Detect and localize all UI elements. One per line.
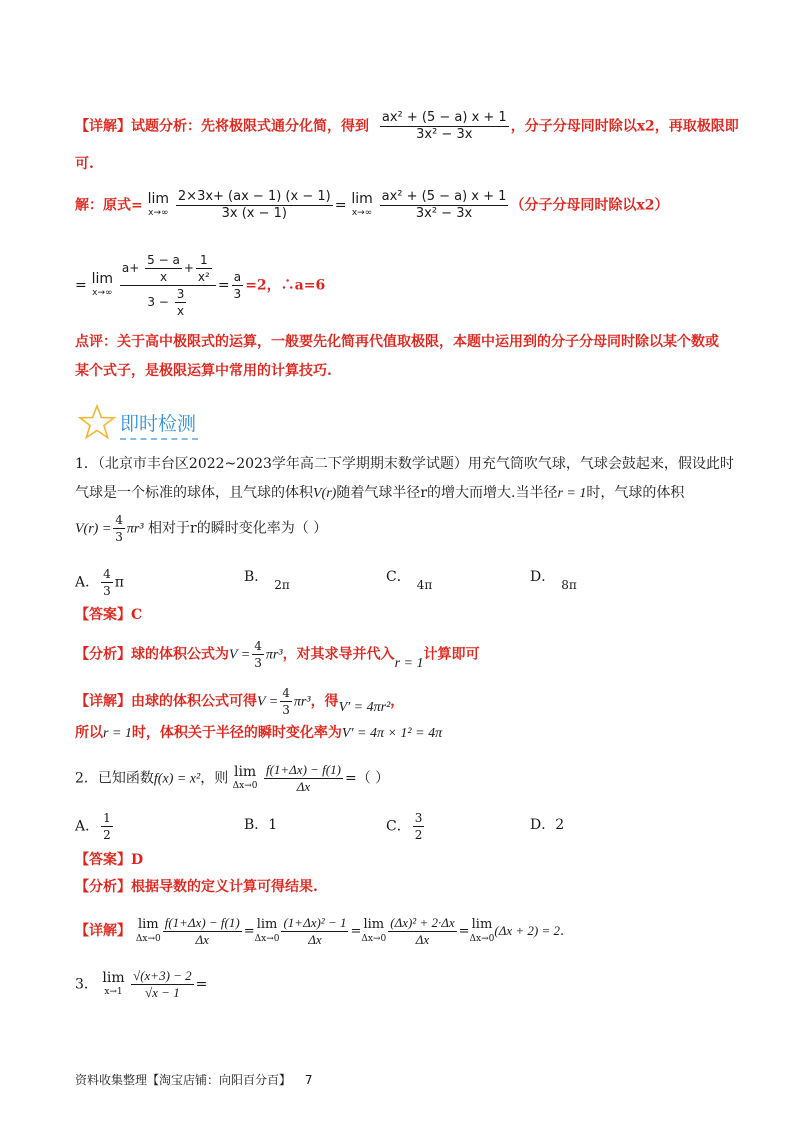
q2-detail bbox=[75, 915, 564, 948]
numerator: f(1+Δx) − f(1) bbox=[164, 915, 240, 930]
fraction bbox=[280, 685, 292, 718]
lim-text: lim bbox=[137, 916, 159, 932]
lim-sub: Δx→0 bbox=[254, 933, 280, 944]
text: ，则 bbox=[200, 770, 229, 787]
plus: + bbox=[183, 261, 194, 275]
solution-prefix: 解：原式= bbox=[75, 197, 143, 214]
numerator: 4 bbox=[282, 686, 290, 700]
denominator: 3 bbox=[282, 703, 290, 717]
fraction-3 bbox=[388, 915, 456, 948]
limit bbox=[233, 765, 258, 793]
q1-option-b[interactable] bbox=[244, 566, 290, 592]
comment-line-2: 某个式子，是极限运算中常用的计算技巧. bbox=[75, 363, 332, 379]
fraction bbox=[113, 512, 125, 545]
math-v: V(r) bbox=[313, 486, 337, 501]
numerator: 3 bbox=[414, 811, 423, 825]
option-value: 1 bbox=[268, 817, 278, 833]
limit-1 bbox=[136, 918, 161, 946]
fraction bbox=[264, 762, 343, 795]
lim-text: lim bbox=[351, 190, 373, 207]
detail-tag: 【详解】 bbox=[75, 923, 131, 939]
equals: = bbox=[75, 277, 87, 294]
q1-analysis bbox=[75, 638, 479, 671]
fraction bbox=[101, 566, 113, 599]
solution-note: （分子分母同时除以x2） bbox=[510, 197, 669, 214]
q2-option-c[interactable] bbox=[386, 810, 426, 843]
denominator: Δx bbox=[296, 779, 311, 794]
term: a+ bbox=[121, 261, 140, 275]
numerator: f(1+Δx) − f(1) bbox=[265, 762, 341, 777]
denominator: 2 bbox=[103, 828, 111, 842]
fraction bbox=[101, 810, 113, 843]
q2-option-a[interactable] bbox=[75, 810, 115, 843]
math-r: r = 1 bbox=[103, 726, 132, 741]
pi: π bbox=[114, 574, 124, 591]
limit-2 bbox=[255, 918, 280, 946]
q1-option-a[interactable] bbox=[75, 566, 124, 599]
text: 相对于r的瞬时变化率为（ ） bbox=[148, 520, 328, 537]
numerator: √(x+3) − 2 bbox=[133, 968, 192, 983]
q2-option-d[interactable] bbox=[530, 814, 564, 834]
limit-2 bbox=[351, 192, 372, 220]
denominator: x² bbox=[197, 270, 210, 284]
analysis-tag: 【分析】 bbox=[75, 879, 131, 895]
fraction-1 bbox=[176, 189, 333, 222]
math-r: r = 1 bbox=[394, 655, 424, 671]
lim-text: lim bbox=[147, 190, 170, 207]
option-label: B． bbox=[244, 817, 269, 833]
fraction-2 bbox=[281, 915, 348, 948]
text: ， bbox=[390, 693, 405, 710]
detail-text-2: ，分子分母同时除以x2，再取极限即 bbox=[510, 118, 739, 135]
q1-line-3 bbox=[75, 512, 327, 545]
math-derivative: V′ = 4πr² bbox=[338, 699, 391, 715]
step-2-tail: =2，∴a=6 bbox=[245, 277, 326, 294]
denominator: Δx bbox=[415, 932, 430, 947]
denominator: 3x² − 3x bbox=[415, 206, 473, 221]
option-value: 8π bbox=[561, 578, 577, 592]
q1-answer: 【答案】C bbox=[75, 607, 143, 623]
fraction bbox=[252, 638, 264, 671]
denominator: 3 bbox=[103, 584, 111, 598]
lim-sub: Δx→0 bbox=[232, 780, 258, 791]
page-number: 7 bbox=[304, 1073, 313, 1087]
detail-1-line bbox=[75, 110, 739, 143]
limit-3 bbox=[361, 918, 386, 946]
detail-text: 试题分析：先将极限式通分化简，得到 bbox=[131, 118, 369, 135]
lim-sub: x→1 bbox=[104, 986, 123, 997]
text: 计算即可 bbox=[423, 646, 480, 663]
denominator: Δx bbox=[195, 932, 209, 947]
text: 2．已知函数 bbox=[75, 770, 154, 787]
numerator: a bbox=[232, 269, 244, 286]
numerator: (1+Δx)² − 1 bbox=[283, 915, 347, 930]
q2-answer: 【答案】D bbox=[75, 852, 144, 868]
detail-tag: 【详解】 bbox=[75, 693, 131, 710]
inner-fraction-3 bbox=[175, 286, 187, 319]
analysis-tag: 【分析】 bbox=[75, 646, 131, 663]
math-result: V′ = 4π × 1² = 4π bbox=[341, 726, 443, 741]
q1-line-1: 1．（北京市丰台区2022~2023学年高二下学期期末数学试题）用充气筒吹气球，气球会鼓起来，假设此时 bbox=[75, 456, 734, 472]
option-value: 2π bbox=[274, 578, 290, 592]
option-label: D． bbox=[530, 817, 556, 833]
equals: = bbox=[350, 924, 362, 939]
math-r: r = 1 bbox=[557, 486, 587, 501]
fraction bbox=[380, 110, 509, 143]
inner-fraction-2 bbox=[196, 252, 212, 285]
q1-detail-2 bbox=[75, 722, 442, 745]
numerator: ax² + (5 − a) x + 1 bbox=[381, 189, 507, 204]
comment-line-1: 点评：关于高中极限式的运算，一般要先化简再代值取极限，本题中运用到的分子分母同时除以某个数或 bbox=[75, 334, 719, 350]
footer-text: 资料收集整理【淘宝店铺：向阳百分百】 bbox=[75, 1073, 292, 1087]
lim-sub: x→∞ bbox=[148, 207, 169, 218]
equals: = bbox=[195, 976, 208, 993]
numerator: 1 bbox=[196, 252, 212, 269]
equals: = bbox=[458, 924, 470, 939]
compound-denominator bbox=[120, 286, 216, 319]
lim-text: lim bbox=[256, 916, 278, 932]
equals-2: = bbox=[217, 277, 230, 294]
denominator: 3x² − 3x bbox=[416, 127, 473, 142]
denominator: 3 bbox=[254, 656, 262, 670]
math-tail: πr³ bbox=[293, 694, 311, 710]
math-tail: πr³ bbox=[265, 647, 283, 663]
option-value: 4π bbox=[416, 578, 433, 592]
section-underline bbox=[120, 438, 198, 440]
q2-option-b[interactable] bbox=[244, 814, 277, 834]
text: =（ ） bbox=[344, 770, 390, 787]
numerator: ax² + (5 − a) x + 1 bbox=[381, 110, 507, 125]
text: 球的体积公式为 bbox=[131, 646, 229, 663]
lim-text: lim bbox=[102, 969, 125, 986]
lim-text: lim bbox=[471, 916, 493, 932]
numerator: (Δx)² + 2·Δx bbox=[390, 915, 455, 930]
text: 由球的体积公式可得 bbox=[131, 693, 257, 710]
denominator: √x − 1 bbox=[145, 985, 180, 1000]
math-v: V = bbox=[229, 647, 251, 663]
q3-line bbox=[75, 968, 207, 1001]
text: 3． bbox=[75, 976, 98, 993]
text: ，得 bbox=[310, 693, 339, 710]
fraction-2 bbox=[380, 189, 509, 222]
q1-line-2 bbox=[75, 482, 684, 505]
option-label: B． bbox=[244, 569, 269, 585]
denominator: 2 bbox=[414, 828, 423, 842]
q2-analysis bbox=[75, 876, 318, 898]
numerator: 3 bbox=[176, 287, 185, 301]
lim-sub: Δx→0 bbox=[135, 933, 161, 944]
denominator: x bbox=[176, 304, 185, 318]
option-label: A． bbox=[75, 818, 100, 835]
math-tail: πr³ bbox=[126, 521, 144, 537]
option-label: D． bbox=[530, 569, 556, 585]
section-title: 即时检测 bbox=[120, 413, 197, 435]
solution-line bbox=[75, 189, 669, 222]
fraction bbox=[131, 968, 194, 1001]
compound-fraction bbox=[120, 252, 216, 319]
numerator: 4 bbox=[254, 639, 262, 653]
option-label: C． bbox=[386, 569, 411, 585]
lim-text: lim bbox=[91, 270, 114, 287]
math-v: V = bbox=[257, 694, 279, 710]
result-fraction bbox=[232, 269, 244, 302]
page-footer bbox=[75, 1071, 312, 1088]
text: 随着气球半径r的增大而增大.当半径 bbox=[336, 485, 558, 501]
numerator: 4 bbox=[115, 513, 123, 527]
lim-sub: Δx→0 bbox=[361, 933, 387, 944]
compound-numerator bbox=[120, 252, 216, 286]
numerator: 4 bbox=[103, 567, 111, 581]
denominator: Δx bbox=[308, 932, 322, 947]
equals: = bbox=[243, 924, 255, 939]
numerator: 5 − a bbox=[147, 253, 180, 267]
step-2-line bbox=[75, 252, 325, 319]
fraction-1 bbox=[163, 915, 242, 948]
text: ，对其求导并代入 bbox=[282, 646, 395, 663]
q1-option-c[interactable] bbox=[386, 566, 433, 592]
limit bbox=[102, 971, 124, 999]
lim-text: lim bbox=[233, 763, 257, 780]
denominator: 3 bbox=[115, 530, 123, 544]
denominator: 3 bbox=[233, 287, 242, 301]
lim-sub: x→∞ bbox=[92, 287, 113, 298]
text: 所以 bbox=[75, 725, 103, 741]
result: (Δx + 2) = 2 bbox=[494, 923, 560, 938]
detail-tag: 【详解】 bbox=[75, 118, 131, 135]
q1-option-d[interactable] bbox=[530, 566, 577, 592]
limit bbox=[92, 272, 113, 300]
text: 时，体积关于半径的瞬时变化率为 bbox=[131, 725, 342, 741]
option-label: C． bbox=[386, 818, 411, 835]
fraction bbox=[413, 810, 425, 843]
option-value: 2 bbox=[555, 817, 565, 833]
math-fx: f(x) = x² bbox=[153, 771, 201, 787]
lim-sub: x→∞ bbox=[351, 207, 373, 218]
q2-line bbox=[75, 762, 389, 795]
text: 气球是一个标准的球体，且气球的体积 bbox=[75, 485, 313, 501]
equals: = bbox=[334, 197, 347, 214]
limit bbox=[148, 192, 169, 220]
lim-sub: Δx→0 bbox=[469, 933, 495, 944]
star-icon bbox=[78, 404, 116, 440]
detail-1-line-2: 可. bbox=[75, 156, 94, 172]
text: 根据导数的定义计算可得结果. bbox=[131, 879, 318, 895]
numerator: 2×3x+ (ax − 1) (x − 1) bbox=[177, 189, 331, 204]
denominator: x bbox=[159, 270, 168, 284]
inner-fraction bbox=[145, 252, 182, 285]
numerator: 1 bbox=[103, 811, 111, 825]
lim-text: lim bbox=[363, 916, 385, 932]
denominator: 3x (x − 1) bbox=[221, 206, 287, 221]
term: 3 − bbox=[147, 295, 169, 309]
q1-detail bbox=[75, 685, 404, 718]
limit-4 bbox=[470, 918, 495, 946]
option-label: A． bbox=[75, 574, 100, 591]
math-v: V(r) = bbox=[75, 521, 112, 537]
text: 时，气球的体积 bbox=[586, 485, 685, 501]
period: . bbox=[559, 924, 565, 939]
